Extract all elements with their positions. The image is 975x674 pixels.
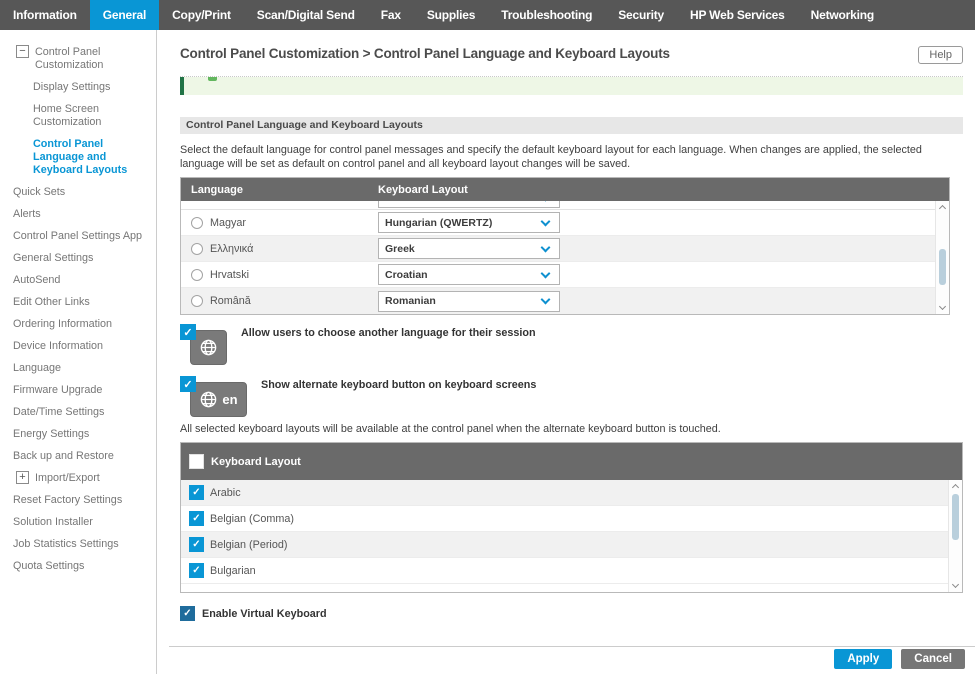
sidebar-item-language[interactable]: Language <box>13 362 62 374</box>
sidebar-item-back-up-and-restore[interactable]: Back up and Restore <box>13 450 114 462</box>
keyboard-layout-select-rom-n[interactable] <box>378 291 560 312</box>
sidebar <box>0 30 157 674</box>
keyboard-layouts-note: All selected keyboard layouts will be available at the control panel when the alternate keyboard button is touched. <box>180 423 721 435</box>
virtual-keyboard-label: Enable Virtual Keyboard <box>202 607 327 620</box>
top-navigation <box>0 0 975 30</box>
option-checkbox[interactable]: ✓ <box>180 376 196 392</box>
selected-keyboard-layout: Hungarian (QWERTZ) <box>385 216 493 229</box>
expand-icon[interactable]: + <box>16 471 29 484</box>
virtual-keyboard-row <box>180 606 963 621</box>
sidebar-item-device-information[interactable]: Device Information <box>13 340 104 352</box>
language-row-partial <box>181 201 935 210</box>
keyboard-layout-label: Belgian (Period) <box>210 538 288 551</box>
language-label: Magyar <box>210 216 247 229</box>
apply-button[interactable]: Apply <box>834 649 892 669</box>
footer-divider <box>169 646 975 647</box>
tab-general[interactable]: General <box>90 0 159 30</box>
keyboard-layout-label: Bulgarian <box>210 564 256 577</box>
sidebar-item-control-panel-customization[interactable] <box>0 46 156 72</box>
chevron-down-icon <box>541 242 551 252</box>
sidebar-item-autosend[interactable]: AutoSend <box>13 274 61 286</box>
keyboard-badge: en <box>222 392 238 407</box>
success-notification-partial <box>180 77 963 95</box>
main-content <box>157 30 975 674</box>
keyboard-layout-select-partial[interactable] <box>378 201 560 208</box>
sidebar-item-home-screen-customization[interactable]: Home Screen Customization <box>33 103 102 128</box>
tab-scan-digital-send[interactable]: Scan/Digital Send <box>256 8 355 22</box>
sidebar-item-edit-other-links[interactable]: Edit Other Links <box>13 296 90 308</box>
keyboard-layout-checkbox-belgian-comma[interactable]: ✓ <box>189 511 204 526</box>
tab-troubleshooting[interactable]: Troubleshooting <box>501 8 593 22</box>
scroll-up-icon[interactable] <box>952 484 959 491</box>
sidebar-item-quota-settings[interactable]: Quota Settings <box>13 560 85 572</box>
column-header-keyboard-layout: Keyboard Layout <box>211 455 301 468</box>
option-row-show-alternate-keyboard-button <box>180 376 963 419</box>
language-label: Hrvatski <box>210 268 249 281</box>
keyboard-layout-select-hrvatski[interactable] <box>378 264 560 285</box>
globe-icon <box>199 338 218 357</box>
keyboard-layout-row-belgian-comma <box>181 506 948 532</box>
option-row-allow-users-to-choose <box>180 324 963 367</box>
enable-virtual-keyboard-checkbox[interactable]: ✓ <box>180 606 195 621</box>
sidebar-item-solution-installer[interactable]: Solution Installer <box>13 516 93 528</box>
language-radio-[interactable] <box>191 243 203 255</box>
selected-keyboard-layout: Romanian <box>385 295 436 307</box>
select-all-checkbox[interactable] <box>189 454 204 469</box>
scrollbar-thumb[interactable] <box>952 494 959 540</box>
selected-keyboard-layout: Greek <box>385 242 415 255</box>
option-label: Show alternate keyboard button on keyboard screens <box>261 379 537 391</box>
sidebar-item-date-time-settings[interactable]: Date/Time Settings <box>13 406 105 418</box>
scrollbar-thumb[interactable] <box>939 249 946 285</box>
column-header-keyboard-layout: Keyboard Layout <box>378 183 468 196</box>
scroll-down-icon[interactable] <box>939 303 946 310</box>
keyboard-layout-checkbox-arabic[interactable]: ✓ <box>189 485 204 500</box>
language-table-scrollbar[interactable] <box>935 201 949 314</box>
page-title: Control Panel Customization > Control Panel Language and Keyboard Layouts <box>180 46 670 61</box>
sidebar-item-ordering-information[interactable]: Ordering Information <box>13 318 113 330</box>
notification-scrolled-region <box>180 76 963 95</box>
globe-icon <box>199 390 218 409</box>
sidebar-item-label: Import/Export <box>35 472 100 484</box>
tab-copy-print[interactable]: Copy/Print <box>172 8 231 22</box>
tab-fax[interactable]: Fax <box>380 8 401 22</box>
help-button[interactable]: Help <box>918 46 963 64</box>
language-radio-magyar[interactable] <box>191 217 203 229</box>
scroll-up-icon[interactable] <box>939 205 946 212</box>
sidebar-item-energy-settings[interactable]: Energy Settings <box>13 428 90 440</box>
tab-networking[interactable]: Networking <box>810 8 874 22</box>
keyboard-layout-checkbox-belgian-period[interactable]: ✓ <box>189 537 204 552</box>
sidebar-item-control-panel-language-and-keyboard-layouts[interactable]: Control Panel Language and Keyboard Layouts <box>33 138 128 176</box>
tab-supplies[interactable]: Supplies <box>426 8 476 22</box>
keyboard-layout-select-[interactable] <box>378 238 560 259</box>
selected-keyboard-layout: Croatian <box>385 268 428 281</box>
keyboard-table-scrollbar[interactable] <box>948 480 962 592</box>
sidebar-item-label: Control Panel Customization <box>35 46 104 71</box>
keyboard-layout-row-belgian-period <box>181 532 948 558</box>
language-label: Ελληνικά <box>210 242 254 255</box>
sidebar-item-control-panel-settings-app[interactable]: Control Panel Settings App <box>13 230 143 242</box>
cancel-button[interactable]: Cancel <box>901 649 965 669</box>
sidebar-item-firmware-upgrade[interactable]: Firmware Upgrade <box>13 384 103 396</box>
keyboard-layout-select-magyar[interactable] <box>378 212 560 233</box>
sidebar-item-job-statistics-settings[interactable]: Job Statistics Settings <box>13 538 119 550</box>
language-row-hrvatski <box>181 262 935 288</box>
language-table <box>180 177 950 315</box>
section-header: Control Panel Language and Keyboard Layouts <box>180 117 963 134</box>
chevron-down-icon <box>541 295 551 305</box>
language-row-magyar <box>181 210 935 236</box>
chevron-down-icon <box>541 216 551 226</box>
language-label: Română <box>210 295 251 307</box>
tab-information[interactable]: Information <box>13 8 77 22</box>
collapse-icon[interactable]: − <box>16 45 29 58</box>
sidebar-item-display-settings[interactable]: Display Settings <box>33 81 111 93</box>
keyboard-layout-label: Arabic <box>210 486 241 499</box>
keyboard-table-header <box>181 443 962 480</box>
sidebar-item-general-settings[interactable]: General Settings <box>13 252 94 264</box>
language-row- <box>181 236 935 262</box>
section-description: Select the default language for control panel messages and specify the default keyboard layout for each language. When changes are applied, the selected language will be set as default on control panel and all keyboard layout changes will be saved. <box>180 144 922 170</box>
keyboard-layout-table <box>180 442 963 593</box>
chevron-down-icon <box>541 268 551 278</box>
language-radio-rom-n[interactable] <box>191 295 203 307</box>
notification-icon-remnant <box>208 77 217 81</box>
sidebar-item-import-export[interactable] <box>0 472 156 485</box>
tab-security[interactable]: Security <box>618 8 664 22</box>
language-radio-hrvatski[interactable] <box>191 269 203 281</box>
language-table-header <box>181 178 949 201</box>
option-checkbox[interactable]: ✓ <box>180 324 196 340</box>
tab-hp-web-services[interactable]: HP Web Services <box>690 8 785 22</box>
sidebar-item-reset-factory-settings[interactable]: Reset Factory Settings <box>13 494 123 506</box>
sidebar-item-quick-sets[interactable]: Quick Sets <box>13 186 66 198</box>
keyboard-layout-label: Belgian (Comma) <box>210 512 295 525</box>
alternate-keyboard-button[interactable] <box>190 382 247 417</box>
keyboard-layout-row-arabic <box>181 480 948 506</box>
language-row-rom-n <box>181 288 935 314</box>
keyboard-layout-checkbox-bulgarian[interactable]: ✓ <box>189 563 204 578</box>
sidebar-item-alerts[interactable]: Alerts <box>13 208 41 220</box>
keyboard-layout-row-bulgarian <box>181 558 948 584</box>
scroll-down-icon[interactable] <box>952 581 959 588</box>
option-label: Allow users to choose another language for their session <box>241 327 536 339</box>
column-header-language: Language <box>191 183 243 196</box>
